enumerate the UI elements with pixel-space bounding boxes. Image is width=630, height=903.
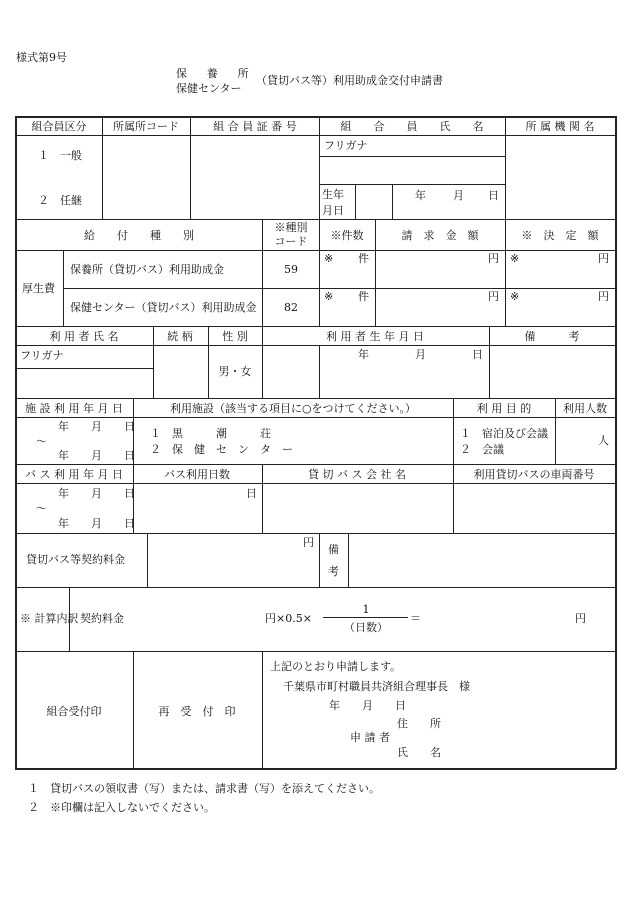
benefit-row-2-decided-mark: ※: [510, 290, 520, 303]
user-sex-value[interactable]: 男・女: [218, 365, 252, 378]
application-date: 年 月 日: [329, 699, 406, 712]
facility-option-kuroshio[interactable]: １ 黒 潮 荘: [150, 427, 271, 440]
header-type-code-2: コード: [274, 235, 308, 248]
benefit-row-2-decided-yen: 円: [598, 290, 609, 303]
applicant-name-label: 氏 名: [397, 746, 441, 759]
header-office-code: 所属所コード: [113, 120, 179, 133]
benefit-row-1-mark: ※: [324, 252, 334, 265]
facility-option-health-center[interactable]: ２ 保 健 セ ン タ ー: [150, 443, 293, 456]
user-birth-year-label: 年: [358, 348, 369, 361]
contract-fee-yen: 円: [303, 536, 314, 549]
note-1: １ 貸切バスの領収書（写）または、請求書（写）を添えてください。: [28, 782, 380, 795]
member-furigana-label: フリガナ: [324, 139, 368, 152]
benefit-row-2-name: 保健センター（貸切バス）利用助成金: [70, 301, 257, 314]
people-unit: 人: [598, 434, 609, 447]
member-type-continued[interactable]: ２ 任継: [38, 194, 82, 207]
bus-days-unit: 日: [246, 487, 257, 500]
category-welfare: 厚生費: [22, 282, 55, 295]
birth-day-label: 日: [488, 189, 499, 202]
header-remarks: 備 考: [524, 330, 580, 343]
calc-formula: 円×0.5×: [265, 612, 312, 625]
benefit-row-2-mark: ※: [324, 290, 334, 303]
applicant-address-label: 住 所: [397, 717, 441, 730]
header-relation: 続 柄: [167, 330, 193, 343]
header-facility-date: 施 設 利 用 年 月 日: [25, 402, 123, 415]
birth-month-label: 月: [453, 189, 464, 202]
header-user-birth: 利 用 者 生 年 月 日: [326, 330, 424, 343]
header-type-code-1: ※種別: [274, 221, 308, 234]
bus-date-to: 年 月 日: [58, 517, 135, 530]
header-purpose: 利 用 目 的: [476, 402, 532, 415]
calc-numerator: 1: [362, 603, 370, 616]
header-people: 利用人数: [563, 402, 607, 415]
header-bus-date: バ ス 利 用 年 月 日: [25, 468, 123, 481]
header-bus-days: バス利用日数: [164, 468, 230, 481]
benefit-row-2-yen: 円: [488, 290, 499, 303]
re-receipt-stamp-label: 再 受 付 印: [158, 705, 236, 718]
benefit-row-1-name: 保養所（貸切バス）利用助成金: [70, 263, 224, 276]
bus-date-tilde: ～: [36, 502, 47, 515]
header-member-id: 組 合 員 証 番 号: [213, 120, 297, 133]
header-request-amount: 請 求 金 額: [401, 229, 479, 242]
form-number: 様式第9号: [16, 51, 67, 64]
benefit-row-1-yen: 円: [488, 252, 499, 265]
birth-year-label: 年: [415, 189, 426, 202]
user-furigana-label: フリガナ: [20, 349, 64, 362]
benefit-row-1-decided-yen: 円: [598, 252, 609, 265]
calc-yen: 円: [575, 612, 586, 625]
remarks-label-2: 考: [328, 565, 339, 578]
facility-date-to: 年 月 日: [58, 449, 135, 462]
facility-date-from: 年 月 日: [58, 420, 135, 433]
calc-breakdown-label: ※ 計算内訳: [20, 612, 79, 625]
member-type-general[interactable]: １ 一般: [38, 149, 82, 162]
benefit-row-1-unit: 件: [358, 252, 369, 265]
header-benefit-type: 給 付 種 別: [84, 229, 194, 242]
purpose-option-meeting[interactable]: ２ 会議: [460, 443, 504, 456]
facility-date-tilde: ～: [36, 435, 47, 448]
benefit-row-1-code: 59: [284, 263, 298, 276]
benefit-row-2-code: 82: [284, 301, 298, 314]
remarks-label-1: 備: [328, 543, 339, 556]
birth-label-2: 月日: [322, 204, 344, 217]
header-facility: 利用施設（該当する項目に○をつけてください。）: [169, 402, 417, 415]
calc-denominator: （日数）: [344, 621, 388, 634]
benefit-row-2-unit: 件: [358, 290, 369, 303]
header-agency-name: 所 属 機 関 名: [525, 120, 595, 133]
calc-fraction-bar: [323, 617, 408, 618]
applicant-label: 申 請 者: [350, 731, 390, 744]
user-birth-day-label: 日: [472, 348, 483, 361]
header-user-name: 利 用 者 氏 名: [49, 330, 119, 343]
note-2: ２ ※印欄は記入しないでください。: [28, 801, 215, 814]
purpose-option-stay-meeting[interactable]: １ 宿泊及び会議: [460, 427, 548, 440]
birth-label-1: 生年: [322, 188, 344, 201]
header-bus-number: 利用貸切バスの車両番号: [473, 468, 595, 481]
title-facility-2: 保健センター: [176, 82, 242, 95]
header-decided-amount: ※ 決 定 額: [521, 229, 599, 242]
header-sex: 性 別: [222, 330, 248, 343]
bus-date-from: 年 月 日: [58, 487, 135, 500]
union-stamp-label: 組合受付印: [46, 705, 102, 718]
calc-contract-label: 契約料金: [80, 612, 124, 625]
header-count: ※件数: [330, 229, 364, 242]
page-title: （貸切バス等）利用助成金交付申請書: [256, 74, 443, 87]
benefit-row-1-decided-mark: ※: [510, 252, 520, 265]
header-bus-company: 貸 切 バ ス 会 社 名: [308, 468, 406, 481]
contract-fee-label: 貸切バス等契約料金: [26, 553, 125, 566]
calc-equals: ＝: [410, 612, 421, 625]
header-member-name: 組 合 員 氏 名: [340, 120, 484, 133]
user-birth-month-label: 月: [415, 348, 426, 361]
title-facility-1: 保 養 所: [176, 67, 253, 80]
declaration-text: 上記のとおり申請します。: [270, 660, 402, 673]
addressee-text: 千葉県市町村職員共済組合理事長 様: [283, 680, 470, 693]
header-member-type: 組合員区分: [31, 120, 87, 133]
